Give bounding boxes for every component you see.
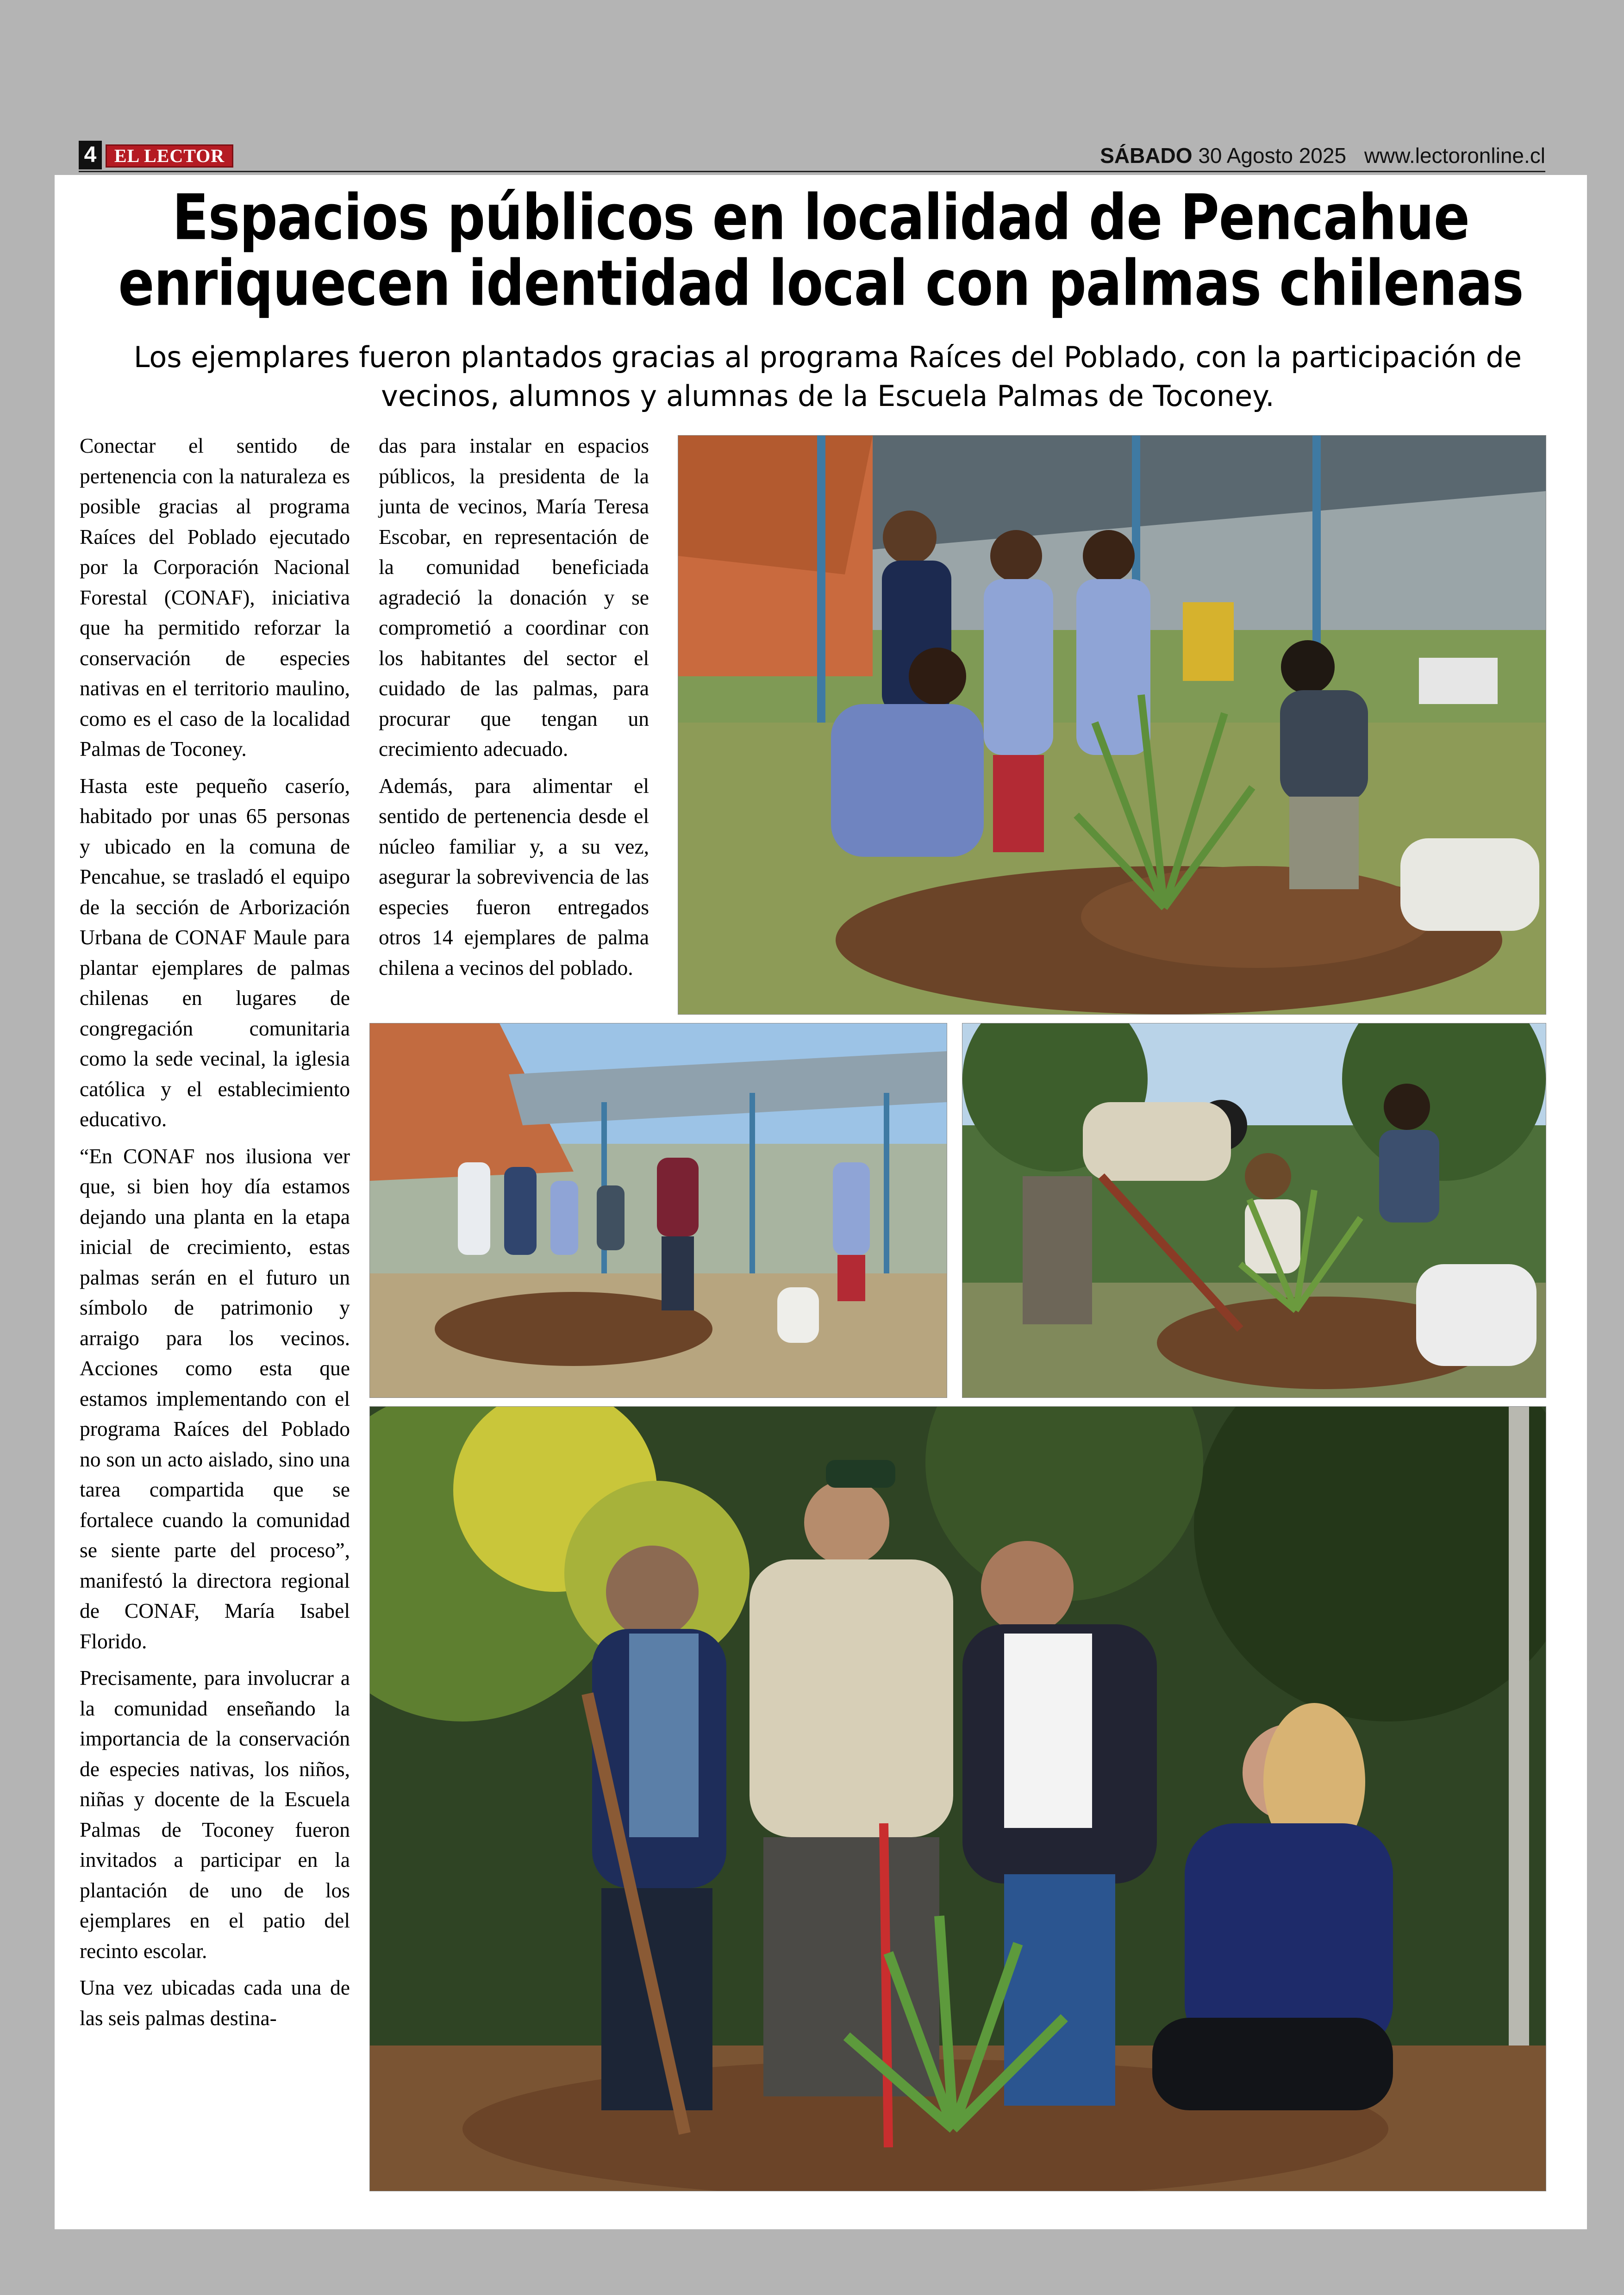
masthead-logo: EL LECTOR <box>106 144 233 168</box>
paragraph: Precisamente, para involucrar a la comunidad enseñando la importancia de la conservación de especies nativas, los niños, niñas y docente de la Escuela Palmas de Toconey fueron invitados a participar en la plantación de uno de los ejemplares en el patio del recinto escolar. <box>80 1666 350 1963</box>
article-headline: Espacios públicos en localidad de Pencahue enriquecen identidad local con palmas chilenas <box>118 181 1524 320</box>
website-link[interactable]: www.lectoronline.cl <box>1364 143 1545 168</box>
header-rule <box>79 171 1545 172</box>
paragraph: Además, para alimentar el sentido de pertenencia desde el núcleo familiar y, a su vez, asegurar la sobrevivencia de las especies fueron entregados otros 14 ejemplares de palma chilena a vecinos del poblado. <box>379 773 649 979</box>
body-column-1 <box>80 430 350 2039</box>
body-column-2 <box>379 430 649 989</box>
photo-schoolyard-digging <box>369 1023 947 1398</box>
article-page <box>55 175 1587 2229</box>
date-line <box>1100 142 1545 169</box>
paragraph: das para instalar en espacios públicos, la presidenta de la junta de vecinos, María Teresa Escobar, en representación de la comunidad beneficiada agradeció la donación y se comprometió a coordinar con los habitantes del sector el cuidado de las palmas, para procurar que tengan un crecimiento adecuado. <box>379 434 649 761</box>
photo-children-planting <box>678 435 1546 1015</box>
paragraph: Conectar el sentido de pertenencia con la naturaleza es posible gracias al programa Raíces del Poblado ejecutado por la Corporación Nacional Forestal (CONAF), iniciativa que ha permitido reforzar la conservación de especies nativas en el territorio maulino, como es el caso de la localidad Palmas de Toconey. <box>80 434 350 761</box>
date-label: 30 Agosto 2025 <box>1198 143 1347 168</box>
paragraph: Una vez ubicadas cada una de las seis palmas destina- <box>80 1976 350 2030</box>
day-label: SÁBADO <box>1100 143 1193 168</box>
photo-shovel-planting <box>962 1023 1546 1398</box>
quote-paragraph: “En CONAF nos ilusiona ver que, si bien hoy día estamos dejando una planta en la etapa inicial de crecimiento, estas palmas serán en el futuro un símbolo de patrimonio y arraigo para los vecinos. Acciones como esta que estamos implementando con el programa Raíces del Poblado no son un acto aislado, sino una tarea compartida que se fortalece cuando la comunidad se siente parte del proceso”, manifestó la directora regional de CONAF, María Isabel Florido. <box>80 1144 350 1653</box>
page-number: 4 <box>79 141 102 169</box>
photo-group-portrait <box>369 1406 1546 2191</box>
paragraph: Hasta este pequeño caserío, habitado por unas 65 personas y ubicado en la comuna de Pencahue, se trasladó el equipo de la sección de Arborización Urbana de CONAF Maule para plantar ejemplares de palmas chilenas en lugares de congregación comunitaria como la sede vecinal, la iglesia católica y el establecimiento educativo. <box>80 773 350 1131</box>
page-header <box>79 141 1545 169</box>
article-subhead: Los ejemplares fueron plantados gracias al programa Raíces del Poblado, con la participación de vecinos, alumnos y alumnas de la Escuela Palmas de Toconey. <box>133 340 1522 413</box>
